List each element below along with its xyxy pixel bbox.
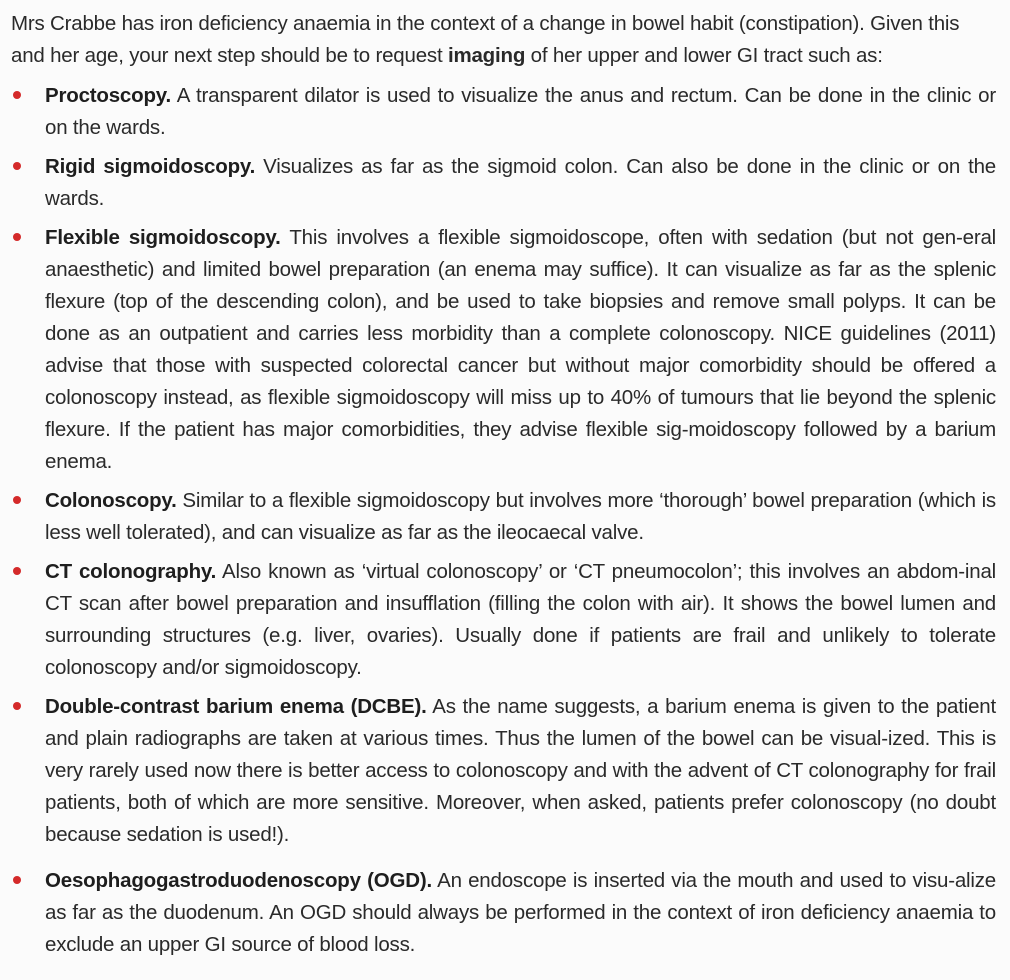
item-text: An endoscope is inserted via the mouth and used to visu-alize as far as the duodenum. An OGD should always be performed in the context of iron deficiency anaemia to exclude an upper GI source of blood loss. (45, 869, 996, 956)
item-term: Flexible sigmoidoscopy. (45, 226, 281, 249)
bullet-icon (13, 567, 21, 575)
item-term: Proctoscopy. (45, 84, 171, 107)
item-text: As the name suggests, a barium enema is given to the patient and plain radiographs are taken at various times. Thus the lumen of the bowel can be visual-ized. This is very rarely used now there is better access to colonoscopy and with the advent of CT colonography for frail patients, both of which are more sensitive. Moreover, when asked, patients prefer colonoscopy (no doubt because sedation is used!). (45, 695, 996, 846)
list-item-ogd (11, 865, 996, 961)
bullet-icon (13, 162, 21, 170)
item-text: This involves a flexible sigmoidoscope, often with sedation (but not gen-eral anaesthetic) and limited bowel preparation (an enema may suffice). It can visualize as far as the splenic flexure (top of the descending colon), and be used to take biopsies and remove small polyps. It can be done as an outpatient and carries less morbidity than a complete colonoscopy. NICE guidelines (2011) advise that those with suspected colorectal cancer but without major comorbidity should be offered a colonoscopy instead, as flexible sigmoidoscopy will miss up to 40% of tumours that lie beyond the splenic flexure. If the patient has major comorbidities, they advise flexible sig-moidoscopy followed by a barium enema. (45, 226, 996, 473)
item-term: Oesophagogastroduodenoscopy (OGD). (45, 869, 432, 892)
bullet-icon (13, 702, 21, 710)
item-text: Also known as ‘virtual colonoscopy’ or ‘CT pneumocolon’; this involves an abdom-inal CT scan after bowel preparation and insufflation (filling the colon with air). It shows the bowel lumen and surrounding structures (e.g. liver, ovaries). Usually done if patients are frail and unlikely to tolerate colonoscopy and/or sigmoidoscopy. (45, 560, 997, 679)
intro-paragraph (11, 8, 996, 72)
investigation-list (11, 80, 996, 961)
item-text: A transparent dilator is used to visualize the anus and rectum. Can be done in the clinic or on the wards. (45, 84, 996, 139)
item-term: Colonoscopy. (45, 489, 177, 512)
item-text: Visualizes as far as the sigmoid colon. Can also be done in the clinic or on the wards. (45, 155, 997, 210)
bullet-icon (13, 876, 21, 884)
intro-text-before: Mrs Crabbe has iron deficiency anaemia in the context of a change in bowel habit (constipation). Given this and her age, your next step should be to request (11, 12, 960, 67)
list-item-proctoscopy (11, 80, 996, 144)
item-term: Double-contrast barium enema (DCBE). (45, 695, 427, 718)
bullet-icon (13, 496, 21, 504)
item-term: Rigid sigmoidoscopy. (45, 155, 256, 178)
intro-emphasis: imaging (447, 44, 526, 67)
item-text: Similar to a flexible sigmoidoscopy but involves more ‘thorough’ bowel preparation (which is less well tolerated), and can visualize as far as the ileocaecal valve. (45, 489, 996, 544)
list-item-colonoscopy (11, 485, 996, 549)
list-item-dcbe (11, 691, 996, 851)
item-term: CT colonography. (45, 560, 217, 583)
list-item-rigid-sigmoidoscopy (11, 151, 996, 215)
list-item-flexible-sigmoidoscopy (11, 222, 996, 478)
list-item-ct-colonography (11, 556, 996, 684)
intro-text-after: of her upper and lower GI tract such as: (525, 44, 883, 67)
bullet-icon (13, 233, 21, 241)
bullet-icon (13, 91, 21, 99)
